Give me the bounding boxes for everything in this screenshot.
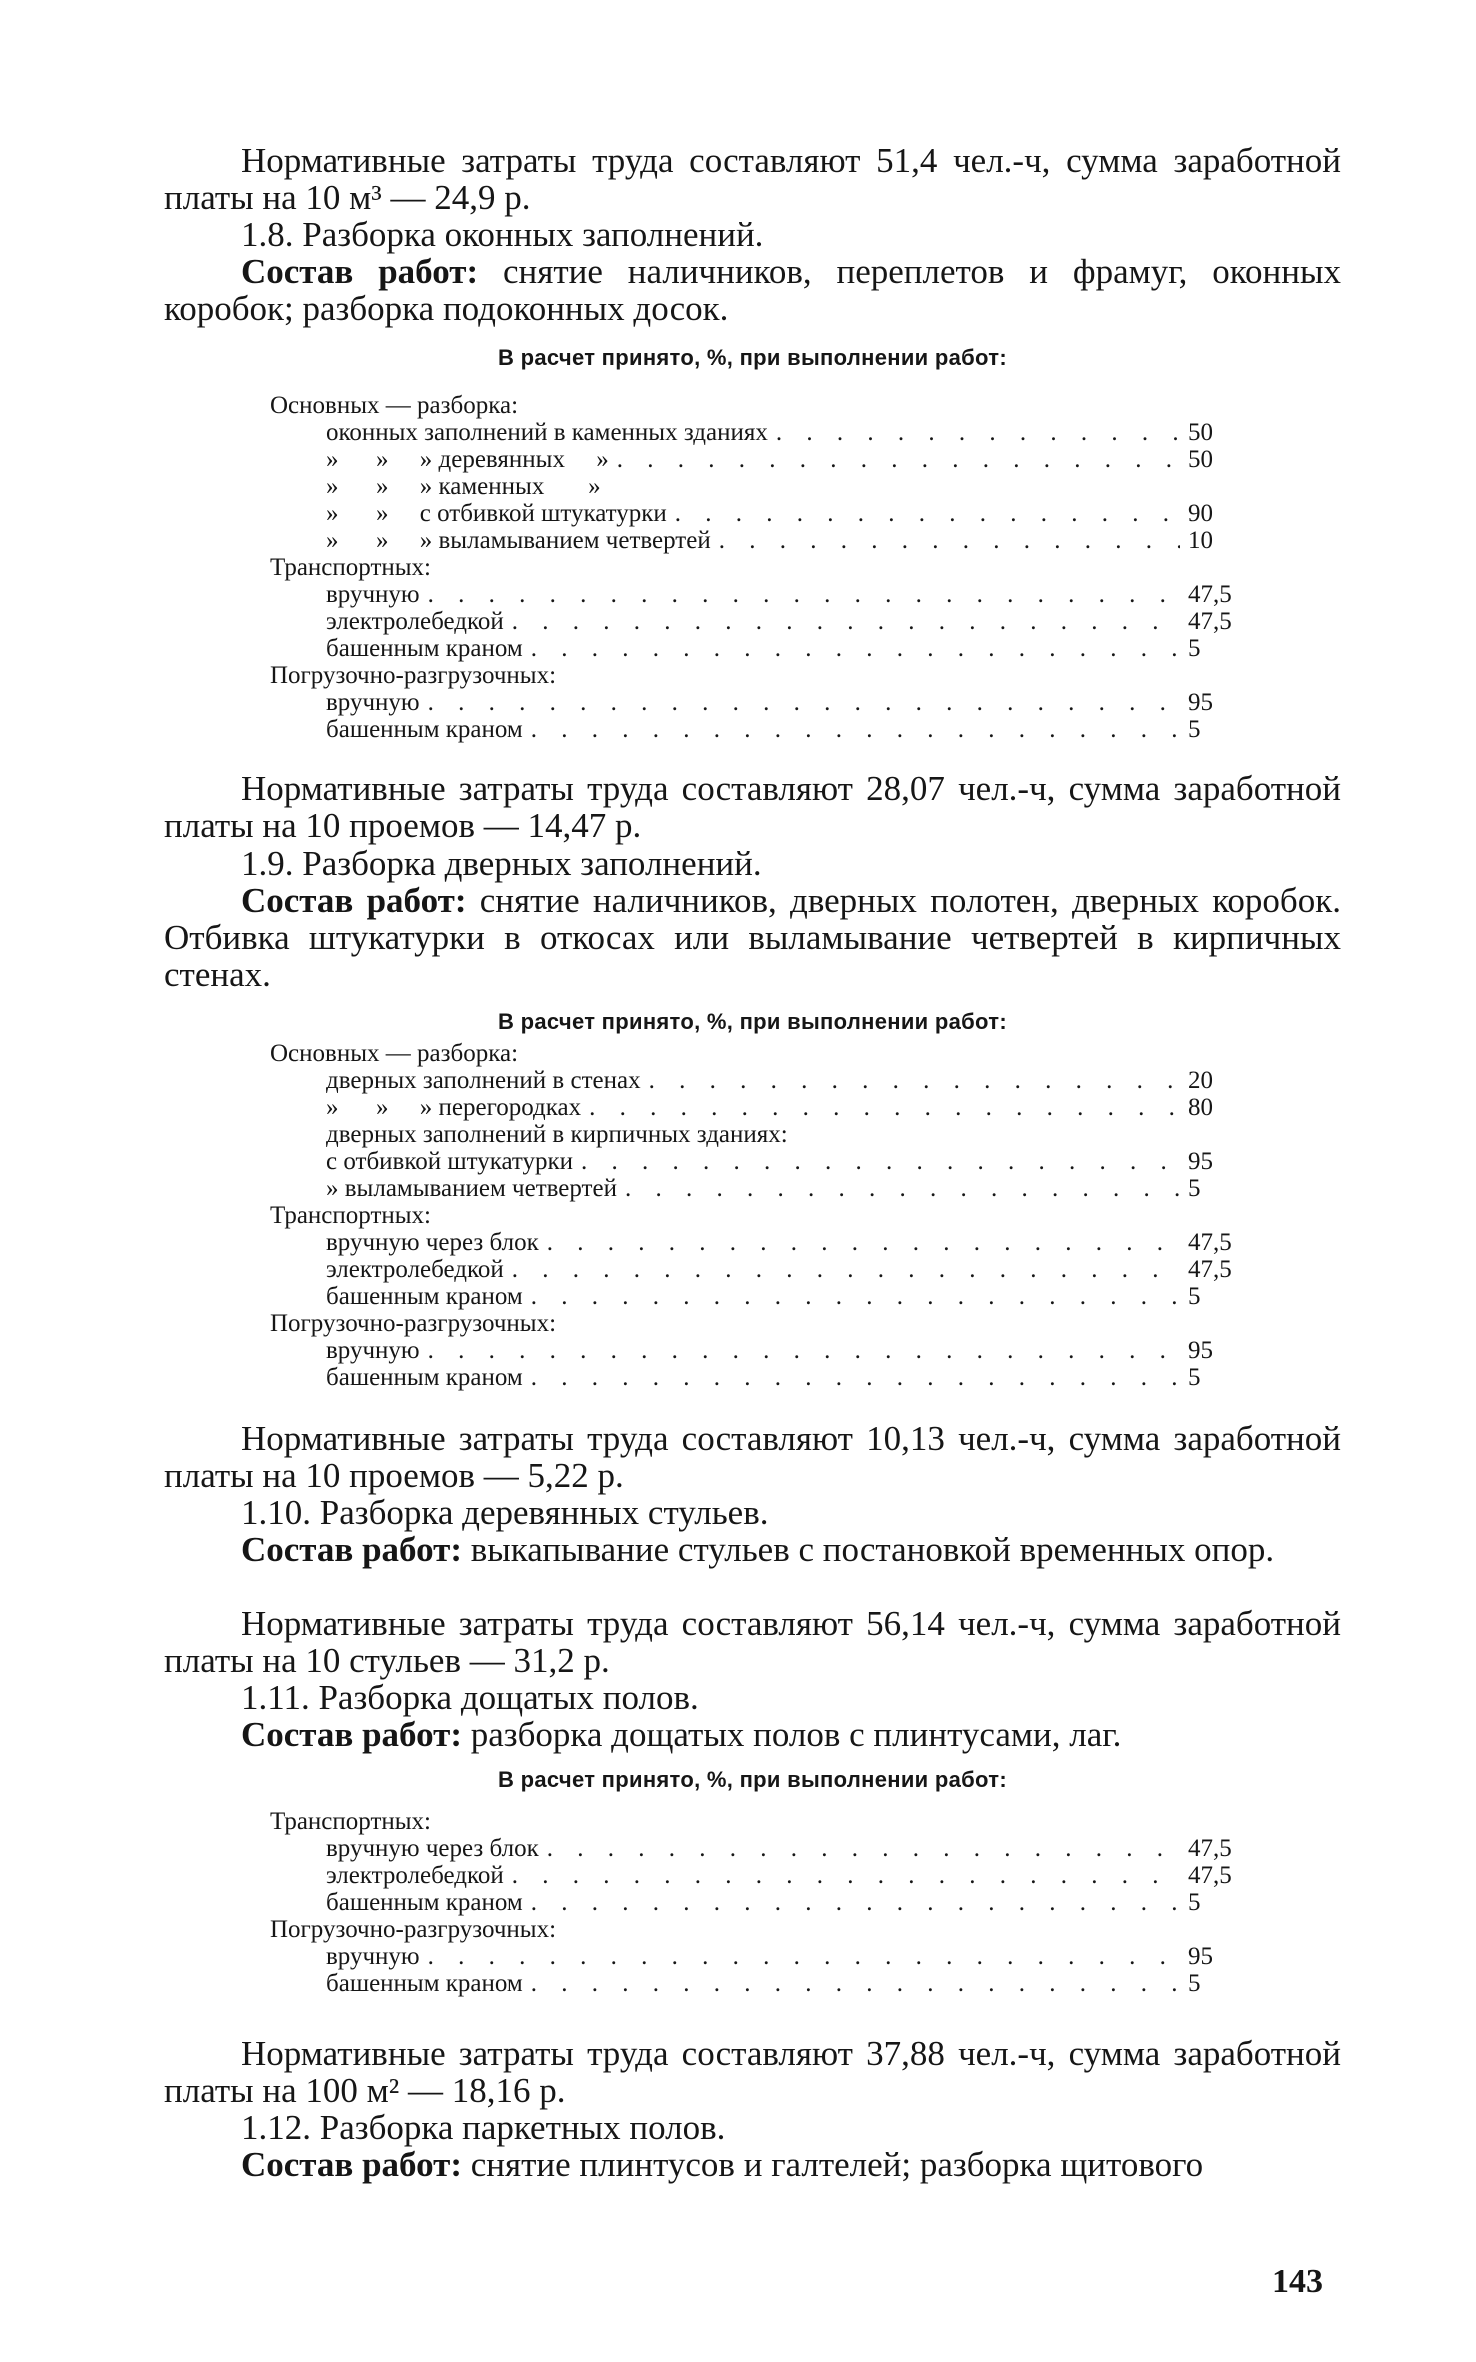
paragraph-composition-1-9 (164, 882, 1341, 993)
table-row: башенным краном . . . 5 (270, 1364, 1240, 1391)
table-caption-3: В расчет принято, %, при выполнении работ: (498, 1767, 1007, 1792)
composition-text: выкапывание стульев с постановкой временных опор. (461, 1530, 1275, 1569)
table-row: » » » каменных » (326, 473, 601, 500)
table-row: дверных заполнений в кирпичных зданиях: (326, 1121, 788, 1148)
heading-1-9: 1.9. Разборка дверных заполнений. (241, 844, 762, 883)
table-caption-1: В расчет принято, %, при выполнении работ: (498, 345, 1007, 370)
composition-text: снятие плинтусов и галтелей; разборка щитового (461, 2145, 1204, 2184)
group-transport: Транспортных: (270, 1202, 431, 1229)
table-row: » » » выламыванием четвертей . . . 10 (270, 527, 1240, 554)
table-doors (270, 1040, 1240, 1391)
group-loading: Погрузочно-разгрузочных: (270, 1916, 557, 1943)
paragraph-composition-1-10 (164, 1531, 1341, 1568)
table-row: вручную через блок . . . 47,5 (270, 1229, 1240, 1256)
table-row: электролебедкой . . . 47,5 (270, 608, 1240, 635)
paragraph-composition-1-12 (164, 2146, 1341, 2183)
table-row: башенным краном . . . 5 (270, 1889, 1240, 1916)
table-row: башенным краном . . . 5 (270, 635, 1240, 662)
group-main: Основных — разборка: (270, 1040, 519, 1067)
table-row: » » » деревянных » . . . 50 (270, 446, 1240, 473)
paragraph-composition-1-8 (164, 253, 1341, 327)
paragraph-composition-1-11 (164, 1716, 1341, 1753)
composition-label: Состав работ: (241, 1715, 462, 1754)
paragraph-norm-3: Нормативные затраты труда составляют 10,13 чел.-ч, сумма заработной платы на 10 проемов — 5,22 р. (164, 1419, 1341, 1495)
composition-label: Состав работ: (241, 2145, 462, 2184)
group-loading: Погрузочно-разгрузочных: (270, 1310, 557, 1337)
heading-1-12: 1.12. Разборка паркетных полов. (241, 2108, 726, 2147)
paragraph-norm-2: Нормативные затраты труда составляют 28,07 чел.-ч, сумма заработной платы на 10 проемов — 14,47 р. (164, 769, 1341, 845)
table-windows (270, 392, 1240, 743)
table-plank-floors (270, 1808, 1240, 1997)
group-loading: Погрузочно-разгрузочных: (270, 662, 557, 689)
composition-text: снятие наличников, переплетов и фрамуг, оконных коробок; разборка подоконных досок. (164, 252, 1341, 328)
table-row: электролебедкой . . . 47,5 (270, 1862, 1240, 1889)
table-row: башенным краном . . . 5 (270, 1283, 1240, 1310)
heading-1-8: 1.8. Разборка оконных заполнений. (241, 215, 764, 254)
table-row: дверных заполнений в стенах . . . 20 (270, 1067, 1240, 1094)
composition-text: разборка дощатых полов с плинтусами, лаг. (461, 1715, 1122, 1754)
table-row: вручную . . . 95 (270, 1943, 1240, 1970)
table-row: » » » перегородках . . . 80 (270, 1094, 1240, 1121)
composition-text: снятие наличников, дверных полотен, дверных коробок. Отбивка штукатурки в откосах или выламывание четвертей в кирпичных стенах. (164, 881, 1341, 994)
heading-1-10: 1.10. Разборка деревянных стульев. (241, 1493, 769, 1532)
table-row: электролебедкой . . . 47,5 (270, 1256, 1240, 1283)
table-row: вручную . . . 95 (270, 1337, 1240, 1364)
group-main: Основных — разборка: (270, 392, 519, 419)
group-transport: Транспортных: (270, 554, 431, 581)
table-row: с отбивкой штукатурки . . . 95 (270, 1148, 1240, 1175)
table-caption-2: В расчет принято, %, при выполнении работ: (498, 1009, 1007, 1034)
paragraph-norm-5: Нормативные затраты труда составляют 37,88 чел.-ч, сумма заработной платы на 100 м² — 18,16 р. (164, 2034, 1341, 2110)
table-row: » » с отбивкой штукатурки . . . 90 (270, 500, 1240, 527)
table-row: вручную . . . 47,5 (270, 581, 1240, 608)
composition-label: Состав работ: (241, 881, 467, 920)
table-row: оконных заполнений в каменных зданиях . . . 50 (270, 419, 1240, 446)
heading-1-11: 1.11. Разборка дощатых полов. (241, 1678, 699, 1717)
table-row: башенным краном . . . 5 (270, 1970, 1240, 1997)
paragraph-norm-1: Нормативные затраты труда составляют 51,4 чел.-ч, сумма заработной платы на 10 м³ — 24,9 р. (164, 141, 1341, 217)
group-transport: Транспортных: (270, 1808, 431, 1835)
page-number: 143 (1272, 2263, 1323, 2300)
table-row: » выламыванием четвертей . . . 5 (270, 1175, 1240, 1202)
paragraph-norm-4: Нормативные затраты труда составляют 56,14 чел.-ч, сумма заработной платы на 10 стульев — 31,2 р. (164, 1604, 1341, 1680)
composition-label: Состав работ: (241, 1530, 462, 1569)
table-row: вручную через блок . . . 47,5 (270, 1835, 1240, 1862)
table-row: башенным краном . . . 5 (270, 716, 1240, 743)
composition-label: Состав работ: (241, 252, 479, 291)
table-row: вручную . . . 95 (270, 689, 1240, 716)
